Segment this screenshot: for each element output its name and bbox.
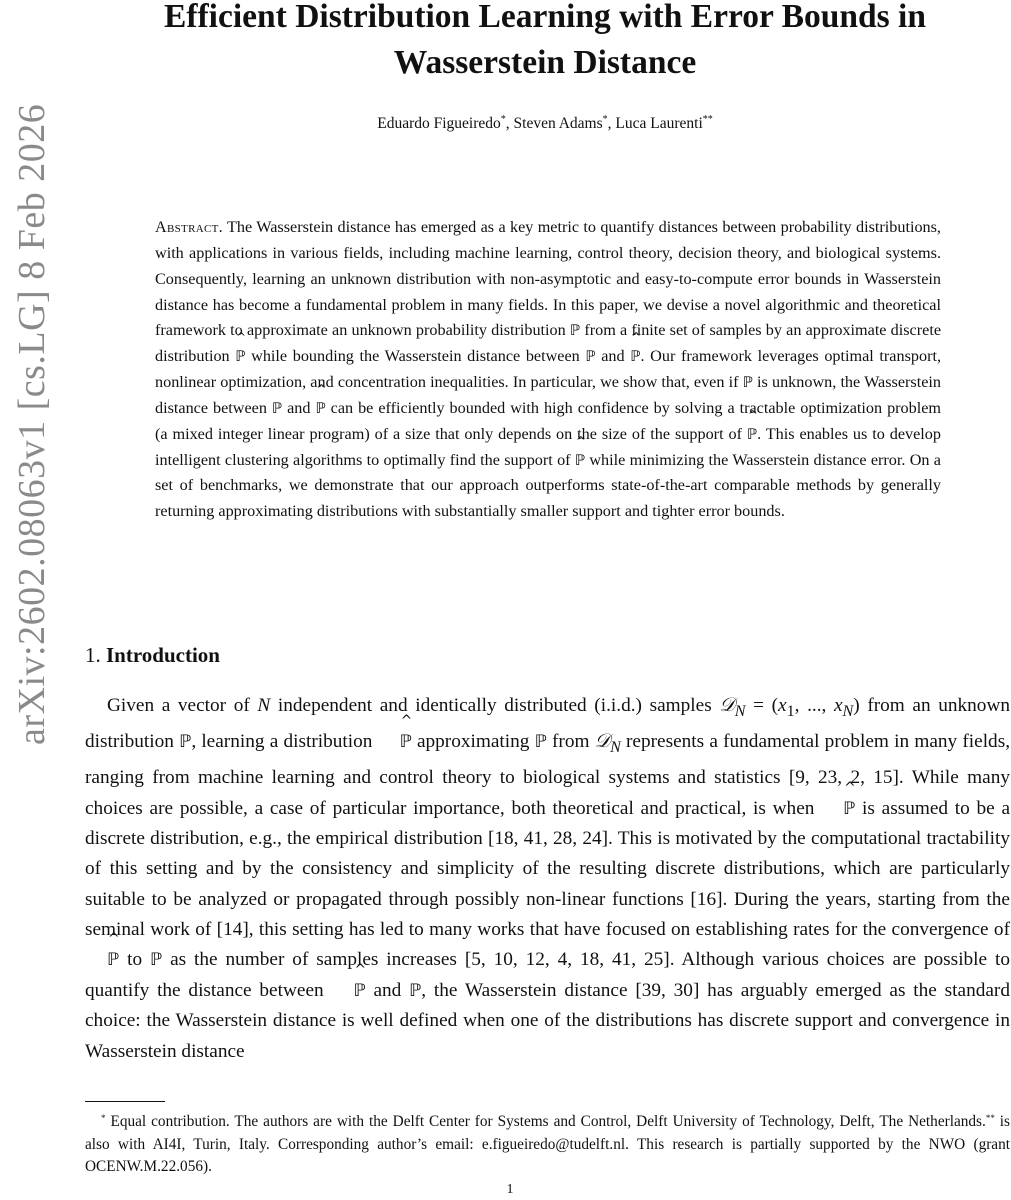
section-number: 1.: [85, 643, 101, 667]
abstract-text: The Wasserstein distance has emerged as a key metric to quantify distances between probability distributions, with applications in various fields, including machine learning, control theory, decision theory, and biological systems. Consequently, learning an unknown distribution with non-asymptotic and easy-to-compute error bounds in Wasserstein distance has become a fundamental problem in many fields. In this paper, we devise a novel algorithmic and theoretical framework to approximate an unknown probability distribution: [155, 218, 941, 340]
abstract: [155, 215, 941, 525]
prob-P-symbol: ℙ: [569, 322, 581, 340]
introduction-paragraph: [85, 691, 1010, 1067]
intro-text: , learning a distribution: [191, 731, 378, 753]
math-N: N: [257, 695, 271, 716]
prob-P-hat-symbol: ^ ℙ: [575, 448, 585, 474]
abstract-text: . This enables us to develop intelligent clustering algorithms to optimally find the support of: [155, 424, 941, 469]
intro-text: from an unknown distribution: [85, 695, 1011, 753]
intro-text: Given a vector of: [107, 695, 258, 716]
section-heading-introduction: [85, 643, 220, 668]
prob-P-symbol: ℙ: [179, 732, 192, 753]
footnote-divider: [85, 1101, 165, 1102]
arxiv-identifier-stamp: arXiv:2602.08063v1 [cs.LG] 8 Feb 2026: [11, 103, 53, 745]
prob-P-hat-symbol: ^ ℙ: [630, 344, 640, 370]
math-subscript-N: N: [842, 702, 854, 720]
abstract-text: while bounding the Wasserstein distance between: [245, 347, 586, 366]
paper-title: [80, 0, 1010, 86]
abstract-text: . Our framework leverages optimal transport, nonlinear optimization, and concentration inequalities. In particular, we show that, even if: [155, 347, 942, 392]
prob-P-hat-symbol: ^ ℙ: [331, 976, 365, 1006]
author-mark: **: [702, 114, 713, 125]
author-mark: *: [602, 114, 608, 125]
prob-P-symbol: ℙ: [150, 950, 163, 971]
intro-text: approximating: [411, 731, 535, 753]
math-subscript-N: N: [734, 702, 746, 720]
section-title: Introduction: [106, 643, 220, 667]
abstract-text: can be efficiently bounded with high confidence by solving a tractable optimization problem (a mixed integer linear program) of a size that only depends on the size of the support of: [155, 398, 942, 443]
intro-text: is assumed to be a discrete distribution, e.g., the empirical distribution [18, 41, 28, 24]. This is motivated by the computational tractability of this setting and by the consistency and simplicity of the resulting discrete distributions, which are particularly suitable to be analyzed or propagated through possibly non-linear functions [16]. During the years, starting from the seminal work of [14], this setting has led to many works that have focused on establishing rates for the convergence of: [85, 797, 1011, 941]
abstract-text: is unknown, the Wasserstein distance between: [155, 373, 941, 417]
intro-text: , the Wasserstein distance [39, 30] has arguably emerged as the standard choice: the Wasserstein distance is well defined when one of the distributions has discrete support and convergence in Wasserstein distance: [85, 979, 1010, 1062]
prob-P-hat-symbol: ^ ℙ: [821, 794, 855, 824]
intro-text: as the number of samples increases [5, 10, 12, 4, 18, 41, 25]. Although various choices are possible to quantify the distance between: [85, 949, 1010, 1001]
abstract-text: from a finite set of samples by an approximate discrete distribution: [155, 321, 941, 366]
title-line-1: Efficient Distribution Learning with Error Bounds in: [164, 0, 926, 35]
abstract-text: while minimizing the Wasserstein distance error. On a set of benchmarks, we demonstrate that our approach outperforms state-of-the-art comparable methods by generally returning approximating distributions with substantially smaller support and tighter error bounds.: [155, 450, 941, 521]
prob-P-symbol: ℙ: [409, 980, 422, 1001]
math-D: 𝒟: [719, 695, 735, 716]
intro-text: to: [119, 949, 150, 971]
prob-P-symbol: ℙ: [742, 374, 753, 392]
math-x: x: [833, 695, 843, 716]
footnote-mark: **: [985, 1113, 995, 1123]
intro-text: independent and identically distributed (i.i.d.) samples: [270, 695, 720, 716]
prob-P-symbol: ℙ: [271, 399, 283, 417]
prob-P-symbol: ℙ: [534, 732, 547, 753]
math-subscript-N: N: [610, 739, 621, 757]
dataset-expression: 𝒟$_N$ = ($x_1$, ..., $x_N$): [719, 695, 860, 720]
footnote: [85, 1107, 1010, 1179]
author-list: Eduardo Figueiredo*, Steven Adams*, Luca Laurenti**: [377, 114, 713, 132]
author-name: Luca Laurenti: [615, 115, 703, 132]
page-number: 1: [506, 1182, 514, 1197]
title-line-2: Wasserstein Distance: [393, 44, 697, 81]
intro-text: and: [365, 979, 410, 1001]
math-D: 𝒟: [594, 731, 611, 753]
prob-P-hat-symbol: ^ ℙ: [315, 396, 325, 422]
author-mark: *: [500, 114, 506, 125]
math-dots: ...: [807, 695, 822, 716]
prob-P-hat-symbol: ^ ℙ: [378, 727, 412, 757]
footnote-text: is also with AI4I, Turin, Italy. Corresponding author’s email: e.figueiredo@tudelft.nl. This research is partially supported by the NWO (grant OCENW.M.22.056).: [85, 1113, 1011, 1175]
prob-P-hat-symbol: ^ ℙ: [235, 344, 245, 370]
abstract-label: Abstract.: [155, 218, 223, 236]
author-name: Eduardo Figueiredo: [377, 115, 501, 132]
intro-text: from: [546, 731, 595, 753]
intro-text: represents a fundamental problem in many fields, ranging from machine learning and control theory to biological systems and statistics [9, 23, 2, 15]. While many choices are possible, a case of particular importance, both theoretical and practical, is when: [85, 731, 1011, 819]
prob-P-symbol: ℙ: [585, 348, 596, 366]
footnote-mark: *: [101, 1113, 106, 1123]
prob-P-hat-symbol: ^ ℙ: [747, 422, 757, 448]
math-subscript-1: 1: [786, 702, 795, 720]
abstract-text: and: [595, 347, 631, 366]
math-equals: =: [745, 695, 772, 716]
abstract-text: and: [282, 398, 316, 417]
footnote-text: Equal contribution. The authors are with the Delft Center for Systems and Control, Delft University of Technology, Delft, The Netherlands.: [105, 1113, 986, 1130]
author-name: Steven Adams: [513, 115, 603, 132]
prob-P-hat-symbol: ^ ℙ: [85, 945, 119, 975]
math-x: x: [778, 695, 787, 716]
